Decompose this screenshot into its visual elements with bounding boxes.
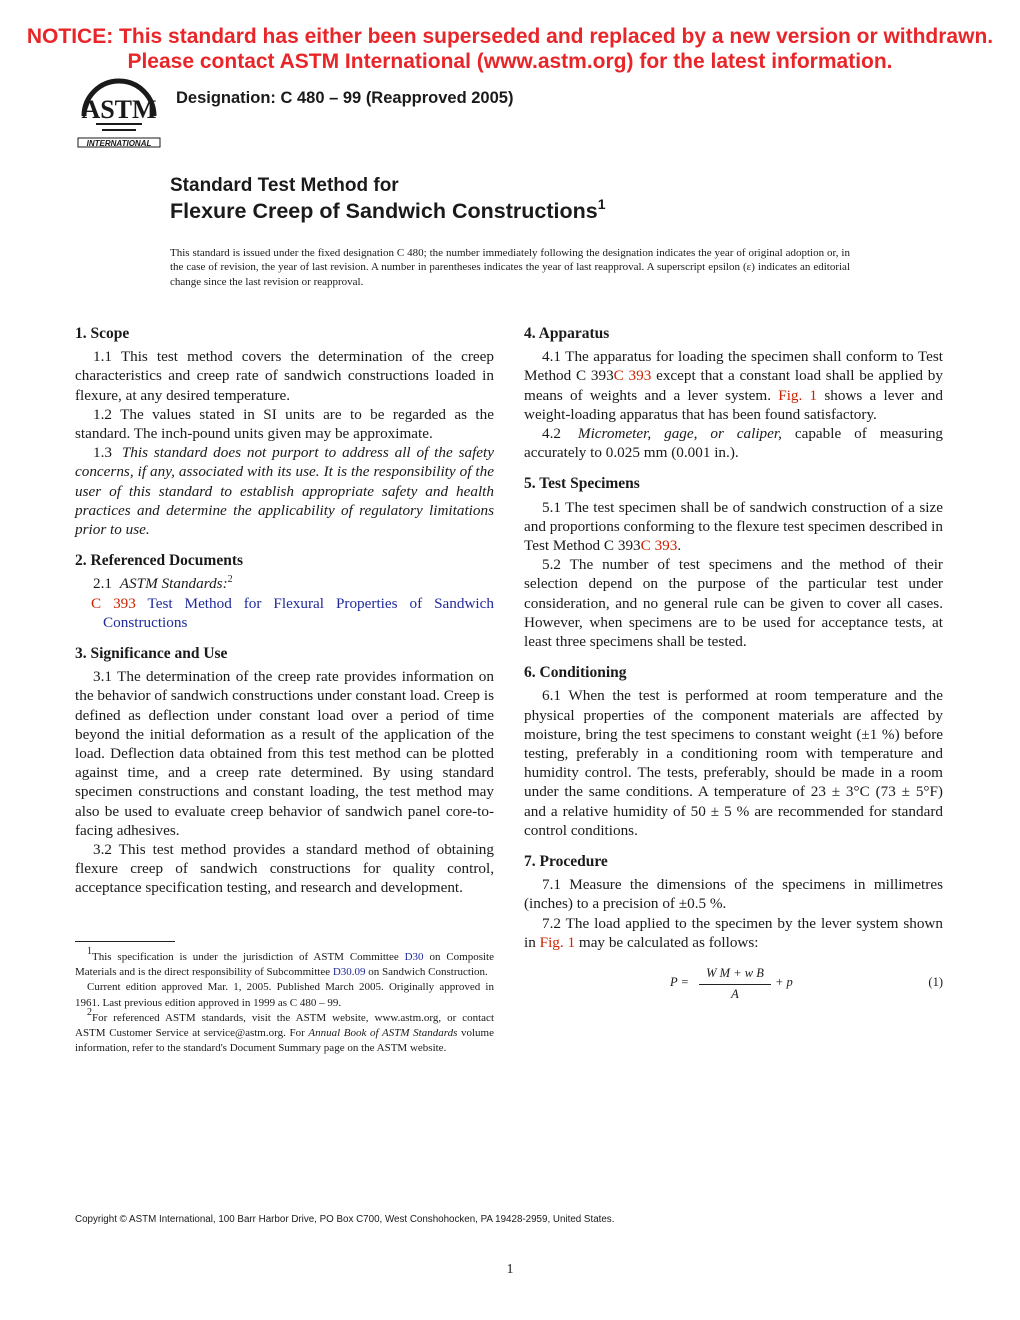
subcommittee-d3009-link[interactable]: D30.09 — [332, 966, 366, 979]
paragraph-1-3 — [75, 443, 494, 539]
instrument-names: Micrometer, gage, or caliper, — [577, 425, 782, 443]
para-text: 5.1 The test specimen shall be of sandwich construction of a size and proportions conforming to the flexure test specimen described in Test Method C 393 — [524, 498, 943, 555]
para-number: 2.1 — [93, 575, 112, 593]
para-text: 7.2 The load applied to the specimen by the lever system shown in — [524, 914, 943, 951]
para-text: . — [677, 537, 682, 555]
footnote-current-edition: Current edition approved Mar. 1, 2005. Published March 2005. Originally approved in 1961. Last previous edition approved in 1999 as C 480 – 99. — [75, 981, 494, 1009]
paragraph-7-2 — [524, 914, 943, 952]
copyright: Copyright © ASTM International, 100 Barr Harbor Drive, PO Box C700, West Conshohocken, PA 19428-2959, United States. — [75, 1214, 615, 1225]
title-line-2 — [170, 198, 605, 224]
reference-code-link[interactable]: C 393 — [91, 594, 136, 612]
section-heading-scope: 1. Scope — [75, 325, 130, 342]
paragraph-4-2 — [524, 424, 943, 462]
astm-logo-icon — [76, 76, 162, 150]
section-heading-referenced: 2. Referenced Documents — [75, 552, 244, 570]
footnote-text: This specification is under the jurisdiction of ASTM Committee — [92, 951, 405, 963]
para-text: capable of measuring accurately to 0.025 mm (0.001 in.). — [524, 425, 944, 462]
title-line-1: Standard Test Method for — [170, 175, 399, 196]
paragraph-1-1: 1.1 This test method covers the determination of the creep characteristics and creep rate of sandwich constructions loaded in flexure, at any desired temperature. — [75, 348, 494, 404]
paragraph-4-1 — [524, 347, 943, 424]
notice-line-2: Please contact ASTM International (www.astm.org) for the latest information. — [127, 50, 893, 73]
reference-c393[interactable] — [75, 594, 494, 632]
astm-standards-label: ASTM Standards: — [119, 575, 228, 593]
equation-rhs: + p — [775, 975, 793, 990]
equation-lhs: P = — [670, 975, 689, 990]
notice-line-1: NOTICE: This standard has either been superseded and replaced by a new version or withdrawn. — [26, 25, 994, 48]
left-column — [75, 322, 494, 898]
equation-1 — [524, 964, 943, 1000]
paragraph-3-2: 3.2 This test method provides a standard method of obtaining flexure creep of sandwich constructions for quality control, acceptance specification testing, and research and development. — [75, 841, 494, 897]
reference-title[interactable]: Test Method for Flexural Properties of Sandwich Constructions — [103, 594, 494, 631]
fig-1-link[interactable]: Fig. 1 — [539, 933, 576, 951]
footnote-text: on Sandwich Construction. — [365, 966, 488, 979]
section-heading-apparatus: 4. Apparatus — [524, 325, 610, 342]
committee-d30-link[interactable]: D30 — [404, 951, 424, 963]
paragraph-3-1: 3.1 The determination of the creep rate provides information on the behavior of sandwich constructions under constant load. Creep is defined as deflection under constant load over a period of time beyond the initial deformation as a result of the application of the load. Deflection data obtained from this test method can be plotted against time, and a creep rate determined. By using standard specimen constructions and constant loading, the test method may also be used to evaluate creep behavior of sandwich panel core-to-facing adhesives. — [75, 668, 494, 839]
paragraph-2-1 — [75, 574, 494, 593]
safety-statement: This standard does not purport to address all of the safety concerns, if any, associated with its use. It is the responsibility of the user of this standard to establish appropriate safety and health practices and determine the applicability of regulatory limitations prior to use. — [75, 444, 494, 539]
footnote-text: volume information, refer to the standard's Document Summary page on the ASTM website. — [75, 1027, 494, 1055]
section-heading-procedure: 7. Procedure — [524, 853, 608, 871]
paragraph-5-1 — [524, 498, 943, 556]
annual-book-title: Annual Book of ASTM Standards — [308, 1027, 458, 1040]
section-heading-significance: 3. Significance and Use — [75, 645, 228, 663]
equation-number: (1) — [928, 975, 943, 990]
footnote-mark: 1 — [87, 946, 92, 957]
title-main: Flexure Creep of Sandwich Constructions — [170, 199, 598, 223]
equation-fraction — [699, 964, 771, 1004]
footnote-mark: 2 — [227, 574, 233, 586]
para-number: 1.3 — [93, 444, 112, 462]
c393-link[interactable]: C 393 — [640, 537, 678, 555]
logo-text: INTERNATIONAL — [86, 139, 152, 148]
section-heading-conditioning: 6. Conditioning — [524, 664, 627, 682]
issued-note: This standard is issued under the fixed designation C 480; the number immediately following the designation indicates the year of original adoption or, in the case of revision, the year of last revision. A number in parentheses indicates the year of last reapproval. A superscript epsilon (ε) indicates an editorial change since the last revision or reapproval. — [170, 247, 850, 288]
para-text: except that a constant load shall be applied by means of weights and a lever system. — [524, 367, 943, 404]
footnote-mark: 2 — [87, 1006, 92, 1018]
fig-1-link[interactable]: Fig. 1 — [778, 386, 818, 404]
svg-text:ASTM: ASTM — [81, 95, 157, 124]
paragraph-7-1: 7.1 Measure the dimensions of the specimens in millimetres (inches) to a precision of ±0.5 %. — [524, 876, 943, 913]
c393-link[interactable]: C 393 — [613, 367, 652, 385]
title-footnote-mark: 1 — [597, 196, 606, 212]
designation: Designation: C 480 – 99 (Reapproved 2005) — [176, 89, 514, 107]
para-text: may be calculated as follows: — [575, 933, 759, 951]
para-text: shows a lever and weight-loading apparatus that has been found satisfactory. — [524, 386, 943, 423]
footnote-text: on Composite Materials and is the direct responsibility of Subcommittee — [75, 951, 494, 979]
footnote-divider — [75, 941, 175, 942]
footnote-1 — [75, 946, 494, 980]
withdrawal-notice — [0, 24, 1020, 74]
footnotes — [75, 941, 494, 1056]
footnote-text: For referenced ASTM standards, visit the ASTM website, www.astm.org, or contact ASTM Customer Service at service@astm.org. For — [75, 1011, 494, 1040]
astm-logo-graphic — [76, 76, 162, 150]
document-title — [170, 174, 605, 224]
paragraph-5-2: 5.2 The number of test specimens and the method of their selection depend on the purpose of the particular test under consideration, and no general rule can be given to cover all cases. However, when specimens are to be used for acceptance tests, at least three specimens shall be tested. — [524, 556, 943, 651]
section-heading-specimens: 5. Test Specimens — [524, 475, 640, 493]
equation-denominator: A — [731, 987, 739, 1002]
paragraph-6-1: 6.1 When the test is performed at room temperature and the physical properties of the component materials are affected by moisture, bring the test specimens to constant weight (±1 %) before testing, preferably in a conditioning room with temperature and humidity control. The tests, preferably, should be made in a room under the same conditions. A temperature of 23 ± 3°C (73 ± 5°F) and a relative humidity of 50 ± 5 % are recommended for standard control conditions. — [524, 687, 943, 839]
para-number: 4.2 — [542, 425, 561, 443]
right-column — [524, 322, 943, 1000]
page-number: 1 — [506, 1262, 514, 1277]
para-text: 4.1 The apparatus for loading the specimen shall conform to Test Method C 393 — [524, 348, 943, 385]
paragraph-1-2: 1.2 The values stated in SI units are to be regarded as the standard. The inch-pound units given may be approximate. — [75, 405, 494, 443]
footnote-2 — [75, 1006, 494, 1057]
equation-numerator: W M + w B — [699, 964, 771, 985]
